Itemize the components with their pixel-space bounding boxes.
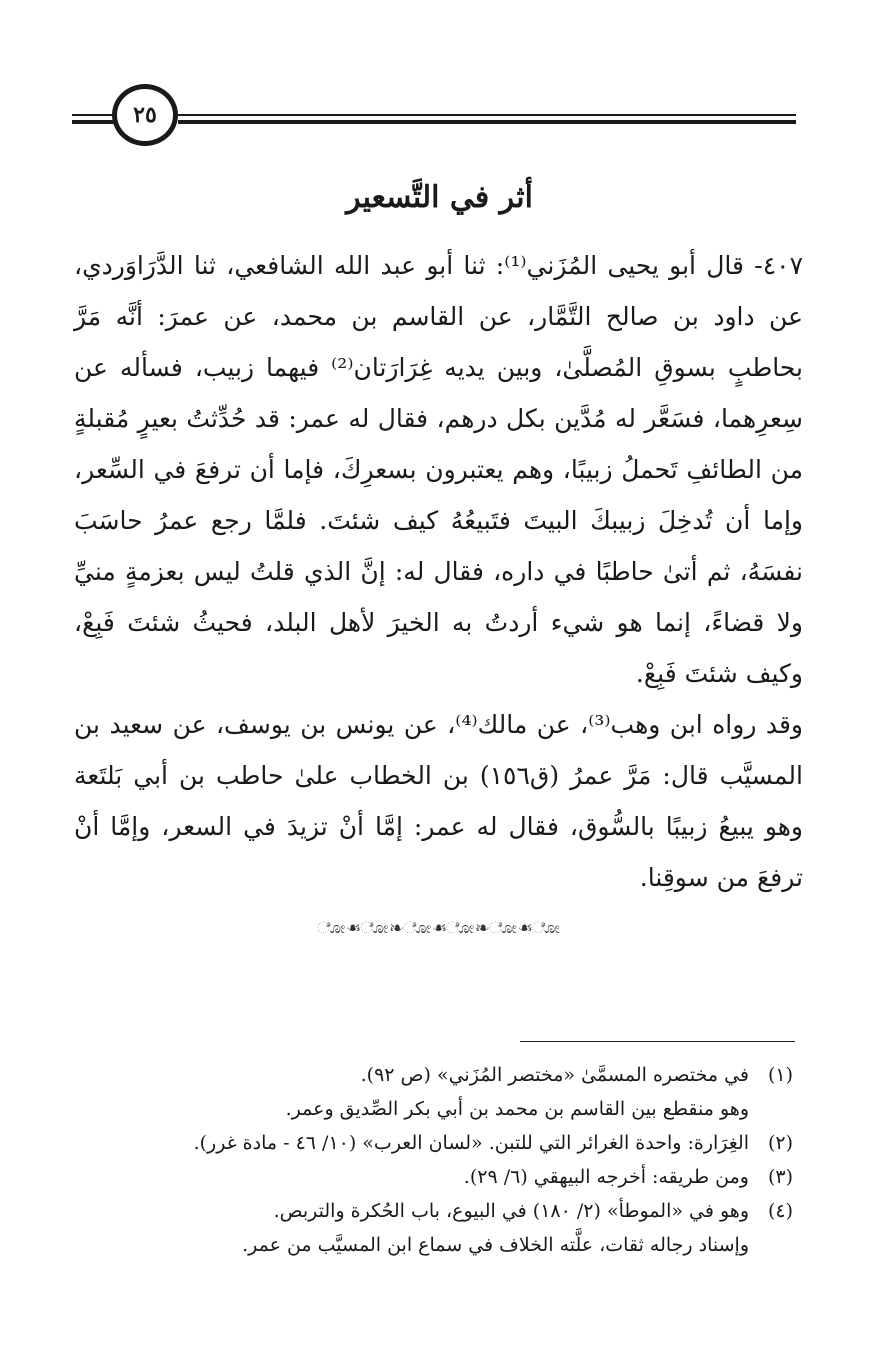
footnote-item	[74, 1194, 793, 1262]
header-rule-right-thin	[178, 114, 796, 116]
paragraph-narration: وقد رواه ابن وهب⁽³⁾، عن مالك⁽⁴⁾، عن يونس بن يوسف، عن سعيد بن المسيَّب قال: مَرَّ عمرُ (ق١٥٦) بن الخطاب علىٰ حاطب بن أبي بَلتَعة وهو يبيعُ زبيبًا بالسُّوق، فقال له عمر: إمَّا أنْ تزيدَ في السعر، وإمَّا أنْ ترفعَ من سوقِنا.	[74, 710, 803, 892]
footnote-number: (٣)	[767, 1166, 793, 1188]
footnote-item	[74, 1160, 793, 1194]
footnote-text: في مختصره المسمَّىٰ «مختصر المُزَني» (ص ٩٢).	[360, 1064, 749, 1086]
footnotes	[74, 1058, 793, 1262]
page-number: ٢٥	[133, 102, 157, 128]
section-ornament: ೋ☙ೋ❧ೋ☙ೋ❧ೋ☙ೋ	[317, 918, 562, 937]
header-rule-right-thick	[178, 120, 796, 124]
page-number-badge	[112, 84, 178, 146]
footnote-continuation: وهو منقطع بين القاسم بن محمد بن أبي بكر الصِّديق وعمر.	[285, 1098, 749, 1120]
footnote-item	[74, 1126, 793, 1160]
footnote-text: وهو في «الموطأ» (٢/ ١٨٠) في البيوع، باب الحُكرة والتربص.	[273, 1200, 749, 1222]
main-text	[74, 240, 803, 903]
footnote-number: (٤)	[767, 1200, 793, 1222]
page-header	[72, 84, 796, 154]
footnote-number: (١)	[767, 1064, 793, 1086]
footnote-text: الغِرَارة: واحدة الغرائر التي للتبن. «لسان العرب» (١٠/ ٤٦ - مادة غرر).	[193, 1132, 749, 1154]
footnote-text: ومن طريقه: أخرجه البيهقي (٦/ ٢٩).	[463, 1166, 749, 1188]
paragraph-hadith: ٤٠٧- قال أبو يحيى المُزَني⁽¹⁾: ثنا أبو عبد الله الشافعي، ثنا الدَّرَاوَردي، عن داود بن صالح التَّمَّار، عن القاسم بن محمد، عن عمرَ: أنَّه مَرَّ بحاطبٍ بسوقِ المُصلَّىٰ، وبين يديه غِرَارَتان⁽²⁾ فيهما زبيب، فسأله عن سِعرِهما، فسَعَّر له مُدَّين بكل درهم، فقال له عمر: قد حُدِّثتُ بعيرٍ مُقبلةٍ من الطائفِ تَحملُ زبيبًا، وهم يعتبرون بسعرِكَ، فإما أن ترفعَ في السِّعر، وإما أن تُدخِلَ زبيبكَ البيتَ فتَبيعُهُ كيف شئتَ. فلمَّا رجع عمرُ حاسَبَ نفسَهُ، ثم أتىٰ حاطبًا في داره، فقال له: إنَّ الذي قلتُ ليس بعزمةٍ منيِّ ولا قضاءً، إنما هو شيء أردتُ به الخيرَ لأهل البلد، فحيثُ شئتَ فَبِعْ، وكيف شئتَ فَبِعْ.	[74, 251, 804, 688]
footnote-continuation: وإسناد رجاله ثقات، علَّته الخلاف في سماع ابن المسيَّب من عمر.	[242, 1234, 749, 1256]
footnote-number: (٢)	[767, 1132, 793, 1154]
section-title: أثر في التَّسعير	[346, 180, 533, 215]
footnote-item	[74, 1058, 793, 1126]
footnote-separator	[520, 1041, 795, 1042]
